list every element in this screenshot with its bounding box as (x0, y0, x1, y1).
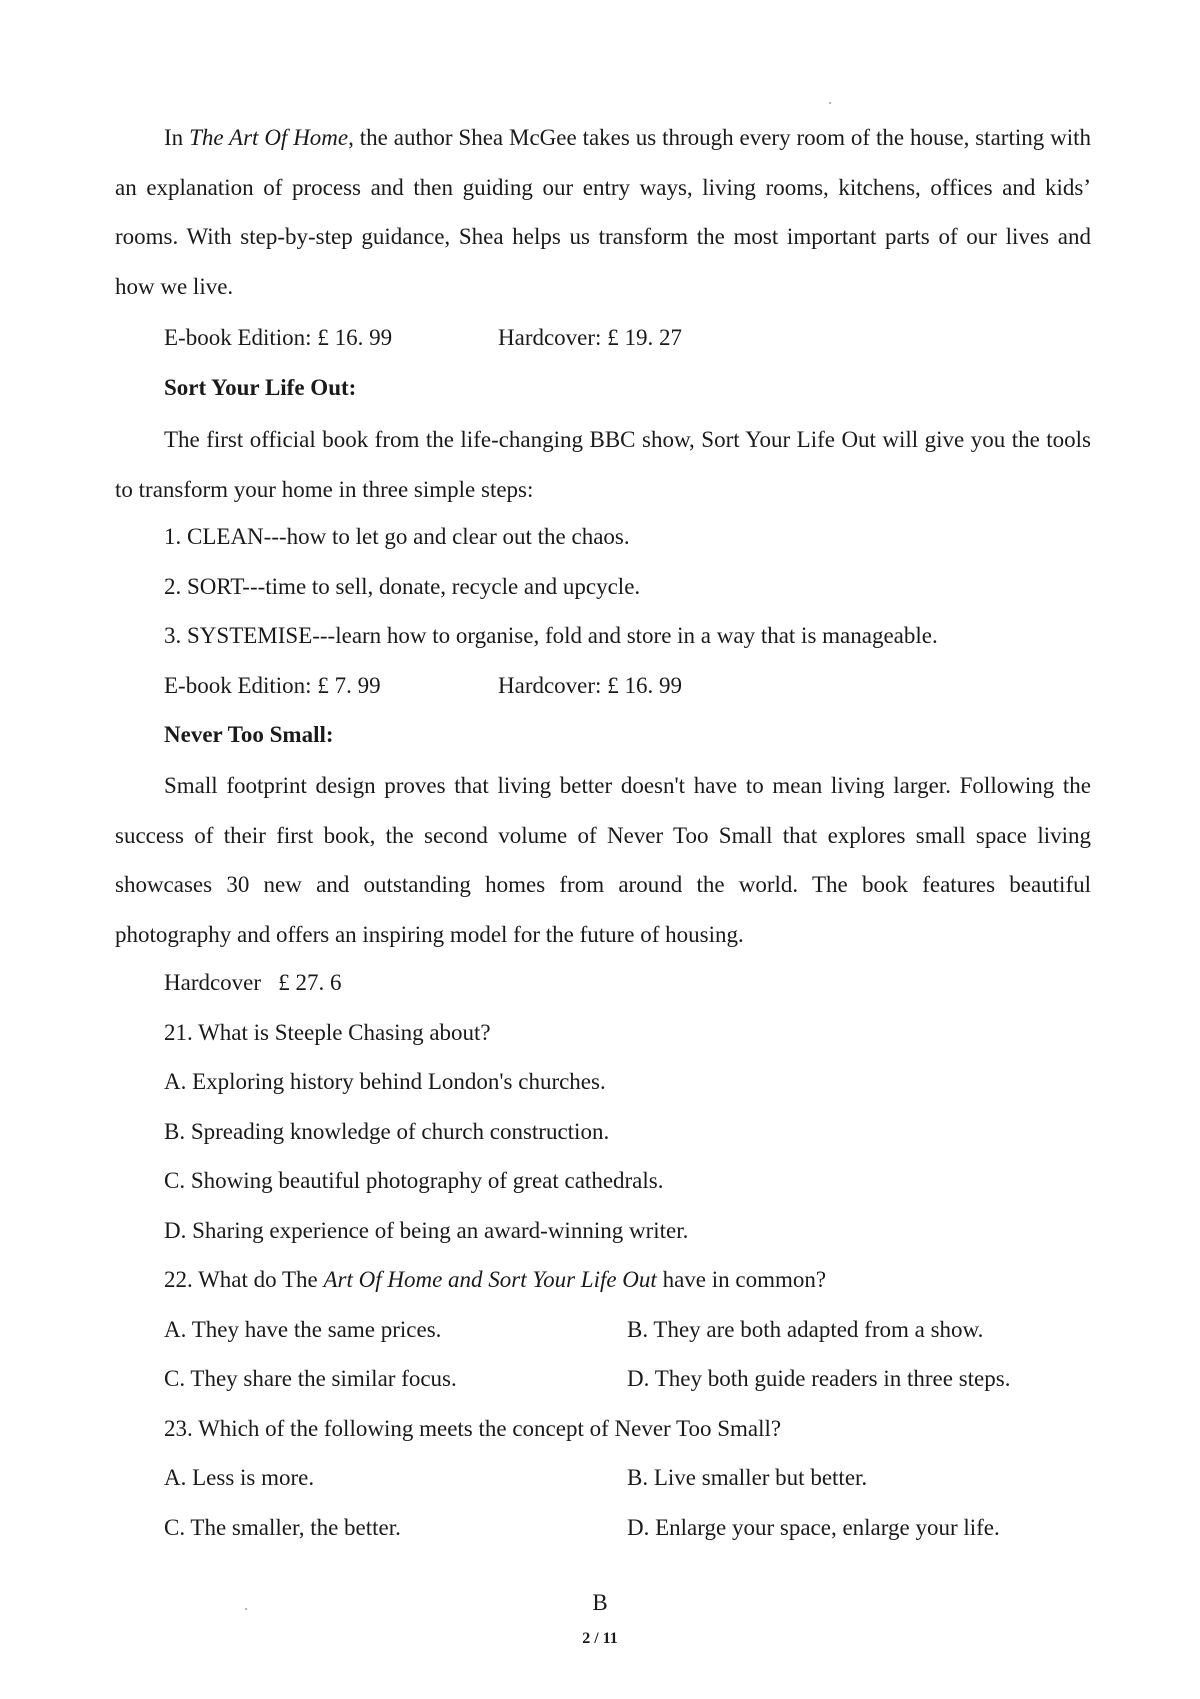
sort-your-life-out-paragraph: The first official book from the life-changing BBC show, Sort Your Life Out will give you the tools to transform your home in three simple steps: (115, 427, 1091, 502)
sort-step-2: 2. SORT---time to sell, donate, recycle and upcycle. (164, 574, 641, 599)
page-number: 2 / 11 (582, 1630, 618, 1647)
question-21-option-a: A. Exploring history behind London's churches. (164, 1069, 606, 1094)
art-of-home-lead: In (164, 125, 190, 150)
question-23-stem: 23. Which of the following meets the concept of Never Too Small? (164, 1416, 782, 1441)
question-22-stem-start: 22. What do The (164, 1267, 324, 1292)
question-23-option-a: A. Less is more. (164, 1465, 315, 1490)
question-23-option-d: D. Enlarge your space, enlarge your life. (627, 1515, 1000, 1540)
question-22-option-b: B. They are both adapted from a show. (627, 1317, 984, 1342)
scan-speck (829, 102, 831, 104)
question-23-option-c: C. The smaller, the better. (164, 1515, 401, 1540)
art-of-home-ebook-price: E-book Edition: £ 16. 99 (164, 325, 393, 350)
sort-ebook-price: E-book Edition: £ 7. 99 (164, 673, 381, 698)
art-of-home-body: , the author Shea McGee takes us through every room of the house, starting with an explanation of process and then guiding our entry ways, living rooms, kitchens, offices and kids’ rooms. With step-by-step guidance, Shea helps us transform the most important parts of our lives and how we live. (115, 125, 1092, 299)
art-of-home-paragraph (115, 113, 1091, 311)
sort-step-1: 1. CLEAN---how to let go and clear out the chaos. (164, 524, 630, 549)
sort-step-3: 3. SYSTEMISE---learn how to organise, fold and store in a way that is manageable. (164, 623, 938, 648)
question-23-option-b: B. Live smaller but better. (627, 1465, 868, 1490)
question-21-option-c: C. Showing beautiful photography of great cathedrals. (164, 1168, 664, 1193)
question-21-option-b: B. Spreading knowledge of church construction. (164, 1119, 610, 1144)
question-22-option-d: D. They both guide readers in three steps. (627, 1366, 1011, 1391)
question-22-option-a: A. They have the same prices. (164, 1317, 442, 1342)
question-22-option-c: C. They share the similar focus. (164, 1366, 457, 1391)
question-22-stem-end: have in common? (656, 1267, 827, 1292)
never-too-small-paragraph: Small footprint design proves that living better doesn't have to mean living larger. Following the success of their first book, the second volume of Never Too Small that explores small space living showcases 30 new and outstanding homes from around the world. The book features beautiful photography and offers an inspiring model for the future of housing. (115, 773, 1091, 947)
art-of-home-hardcover-price: Hardcover: £ 19. 27 (498, 325, 682, 350)
question-22-stem-titles: Art Of Home and Sort Your Life Out (323, 1267, 657, 1292)
question-21-option-d: D. Sharing experience of being an award-winning writer. (164, 1218, 689, 1243)
sort-your-life-out-heading: Sort Your Life Out: (164, 375, 357, 400)
never-too-small-hardcover-price: Hardcover £ 27. 6 (164, 970, 342, 995)
never-too-small-heading: Never Too Small: (164, 722, 334, 747)
question-21-stem: 21. What is Steeple Chasing about? (164, 1020, 491, 1045)
sort-hardcover-price: Hardcover: £ 16. 99 (498, 673, 682, 698)
art-of-home-title: The Art Of Home (189, 125, 349, 150)
section-mark: B (592, 1590, 608, 1615)
question-22-stem (164, 1265, 826, 1295)
